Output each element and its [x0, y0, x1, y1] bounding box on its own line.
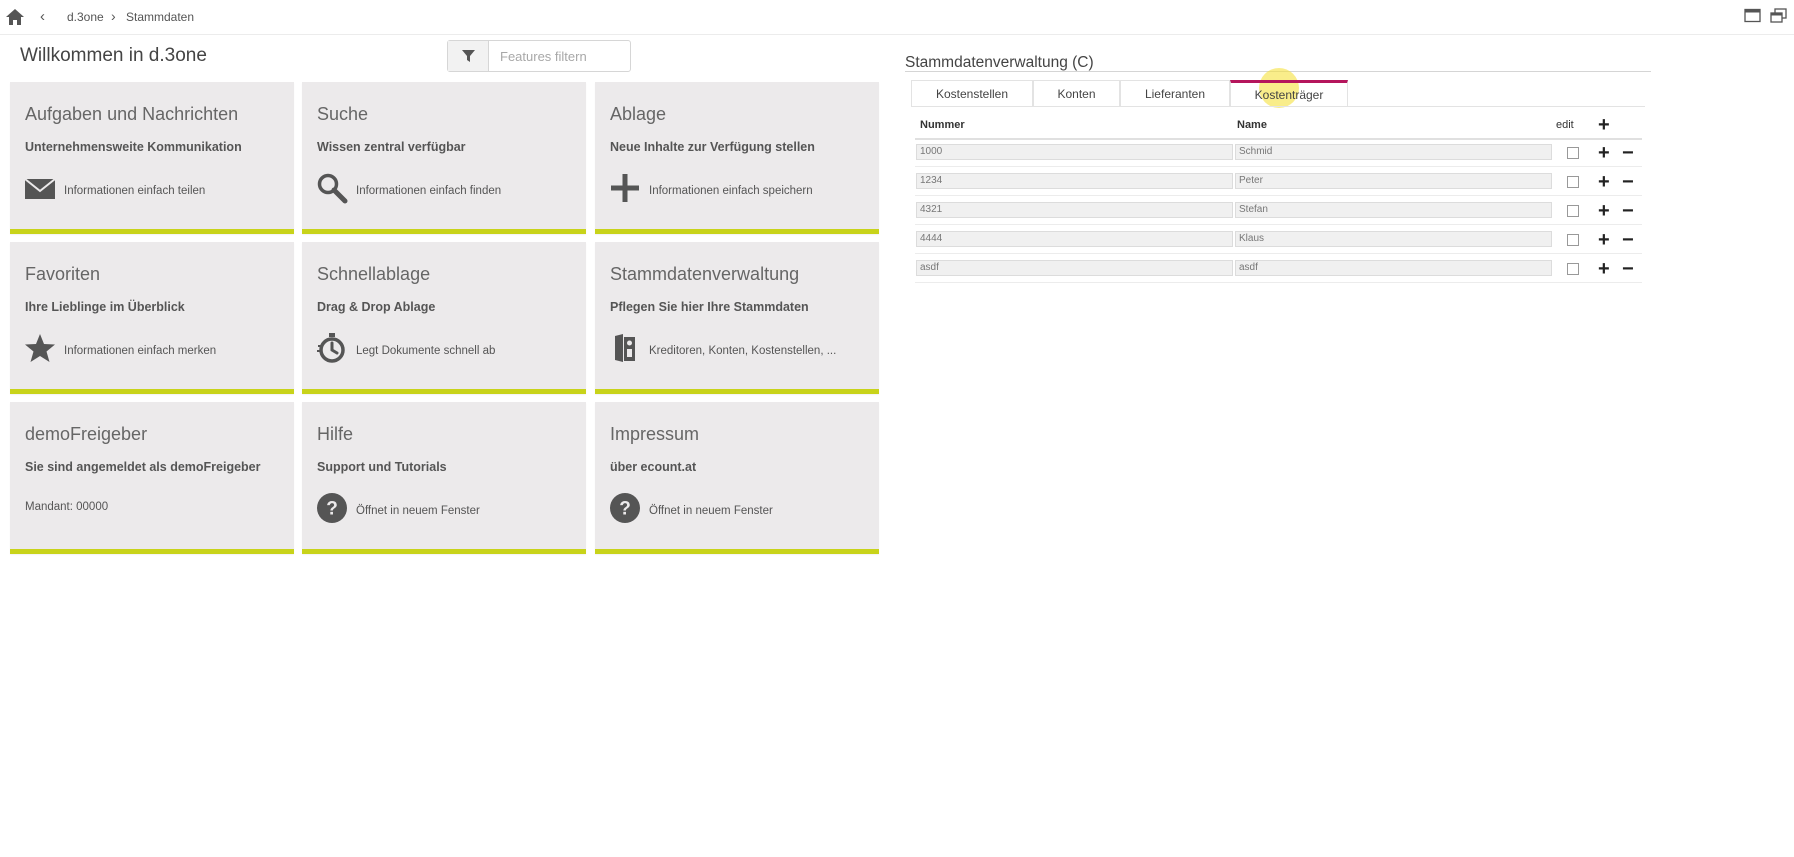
- row-remove-button[interactable]: −: [1622, 171, 1634, 193]
- tile-description: Legt Dokumente schnell ab: [356, 345, 496, 357]
- tile-title: Stammdatenverwaltung: [610, 264, 800, 284]
- plus-icon: [609, 172, 641, 204]
- tile-description: Informationen einfach speichern: [649, 185, 813, 197]
- tile-description: Informationen einfach teilen: [64, 185, 206, 197]
- row-add-button[interactable]: +: [1598, 171, 1610, 193]
- row-remove-button[interactable]: −: [1622, 200, 1634, 222]
- back-button[interactable]: ‹: [40, 8, 45, 25]
- row-name-input[interactable]: Peter: [1235, 173, 1552, 189]
- tile-subtitle: über ecount.at: [610, 460, 697, 474]
- row-add-button[interactable]: +: [1598, 229, 1610, 251]
- row-edit-checkbox[interactable]: [1567, 176, 1579, 188]
- envelope-icon: [24, 172, 56, 204]
- tab-kostenstellen[interactable]: Kostenstellen: [911, 80, 1033, 107]
- row-remove-button[interactable]: −: [1622, 258, 1634, 280]
- row-divider: [915, 224, 1642, 225]
- tab-konten[interactable]: Konten: [1033, 80, 1120, 107]
- row-edit-checkbox[interactable]: [1567, 263, 1579, 275]
- tile-title: Schnellablage: [317, 264, 431, 284]
- breadcrumb-separator: ›: [111, 8, 116, 24]
- row-divider: [915, 282, 1642, 283]
- row-remove-button[interactable]: −: [1622, 142, 1634, 164]
- svg-text:?: ?: [326, 498, 338, 520]
- row-name-input[interactable]: Stefan: [1235, 202, 1552, 218]
- row-add-button[interactable]: +: [1598, 200, 1610, 222]
- tile-subtitle: Unternehmensweite Kommunikation: [25, 140, 242, 154]
- help-icon: [316, 492, 348, 524]
- page-title: Willkommen in d.3one: [20, 45, 207, 66]
- row-name-input[interactable]: Schmid: [1235, 144, 1552, 160]
- tile-subtitle: Drag & Drop Ablage: [317, 300, 436, 314]
- row-number-input[interactable]: 4444: [916, 231, 1233, 247]
- tile-subtitle: Pflegen Sie hier Ihre Stammdaten: [610, 300, 809, 314]
- filter-icon: [448, 41, 489, 71]
- features-filter-input[interactable]: [490, 41, 628, 71]
- add-row-button[interactable]: +: [1598, 114, 1610, 136]
- row-edit-checkbox[interactable]: [1567, 205, 1579, 217]
- panel-title: Stammdatenverwaltung (C): [905, 54, 1094, 71]
- search-icon: [316, 172, 348, 204]
- breadcrumb-item-stammdaten[interactable]: Stammdaten: [126, 10, 195, 24]
- tile-subtitle: Wissen zentral verfügbar: [317, 140, 466, 154]
- tab-kostentraeger[interactable]: Kostenträger: [1230, 80, 1348, 107]
- tile-favoriten[interactable]: [10, 242, 294, 394]
- breadcrumb-item-d3one[interactable]: d.3one: [67, 10, 104, 24]
- divider: [911, 106, 1645, 107]
- restore-window-icon[interactable]: [1770, 8, 1787, 23]
- tile-demofreigeber[interactable]: [10, 402, 294, 554]
- tile-aufgaben[interactable]: [10, 82, 294, 234]
- help-icon: [609, 492, 641, 524]
- tile-subtitle: Neue Inhalte zur Verfügung stellen: [610, 140, 815, 154]
- row-name-input[interactable]: asdf: [1235, 260, 1552, 276]
- tile-stammdatenverwaltung[interactable]: [595, 242, 879, 394]
- tile-impressum[interactable]: [595, 402, 879, 554]
- tile-suche[interactable]: [302, 82, 586, 234]
- top-bar: [0, 0, 1794, 35]
- tile-description: Informationen einfach merken: [64, 345, 217, 357]
- maximize-icon[interactable]: [1744, 8, 1761, 23]
- row-divider: [915, 253, 1642, 254]
- tile-description: Öffnet in neuem Fenster: [649, 505, 773, 517]
- row-remove-button[interactable]: −: [1622, 229, 1634, 251]
- tile-description: Öffnet in neuem Fenster: [356, 505, 480, 517]
- binder-icon: [609, 332, 641, 364]
- row-edit-checkbox[interactable]: [1567, 234, 1579, 246]
- tile-description: Informationen einfach finden: [356, 185, 502, 197]
- tab-lieferanten[interactable]: Lieferanten: [1120, 80, 1230, 107]
- tile-title: Suche: [317, 104, 369, 124]
- home-icon[interactable]: [5, 8, 25, 26]
- tile-title: Impressum: [610, 424, 700, 444]
- features-filter: [447, 40, 631, 72]
- row-add-button[interactable]: +: [1598, 258, 1610, 280]
- row-add-button[interactable]: +: [1598, 142, 1610, 164]
- tile-description: Kreditoren, Konten, Kostenstellen, ...: [649, 345, 837, 357]
- tile-ablage[interactable]: [595, 82, 879, 234]
- tile-title: Ablage: [610, 104, 667, 124]
- row-number-input[interactable]: 1234: [916, 173, 1233, 189]
- column-header-edit: edit: [1556, 119, 1574, 131]
- star-icon: [24, 332, 56, 364]
- svg-text:?: ?: [619, 498, 631, 520]
- row-number-input[interactable]: 1000: [916, 144, 1233, 160]
- stopwatch-icon: [316, 332, 348, 364]
- row-edit-checkbox[interactable]: [1567, 147, 1579, 159]
- tile-title: Aufgaben und Nachrichten: [25, 104, 239, 124]
- row-number-input[interactable]: 4321: [916, 202, 1233, 218]
- divider: [915, 138, 1642, 140]
- tile-title: Favoriten: [25, 264, 101, 284]
- row-number-input[interactable]: asdf: [916, 260, 1233, 276]
- column-header-nummer: Nummer: [920, 119, 965, 131]
- tile-subtitle: Support und Tutorials: [317, 460, 447, 474]
- tile-description: Mandant: 00000: [25, 501, 109, 513]
- column-header-name: Name: [1237, 119, 1267, 131]
- row-divider: [915, 166, 1642, 167]
- row-name-input[interactable]: Klaus: [1235, 231, 1552, 247]
- tile-title: demoFreigeber: [25, 424, 148, 444]
- tile-hilfe[interactable]: [302, 402, 586, 554]
- tile-subtitle: Ihre Lieblinge im Überblick: [25, 300, 185, 314]
- filter-button[interactable]: [448, 41, 489, 71]
- row-divider: [915, 195, 1642, 196]
- tile-schnellablage[interactable]: [302, 242, 586, 394]
- tile-subtitle: Sie sind angemeldet als demoFreigeber: [25, 460, 261, 474]
- tile-title: Hilfe: [317, 424, 354, 444]
